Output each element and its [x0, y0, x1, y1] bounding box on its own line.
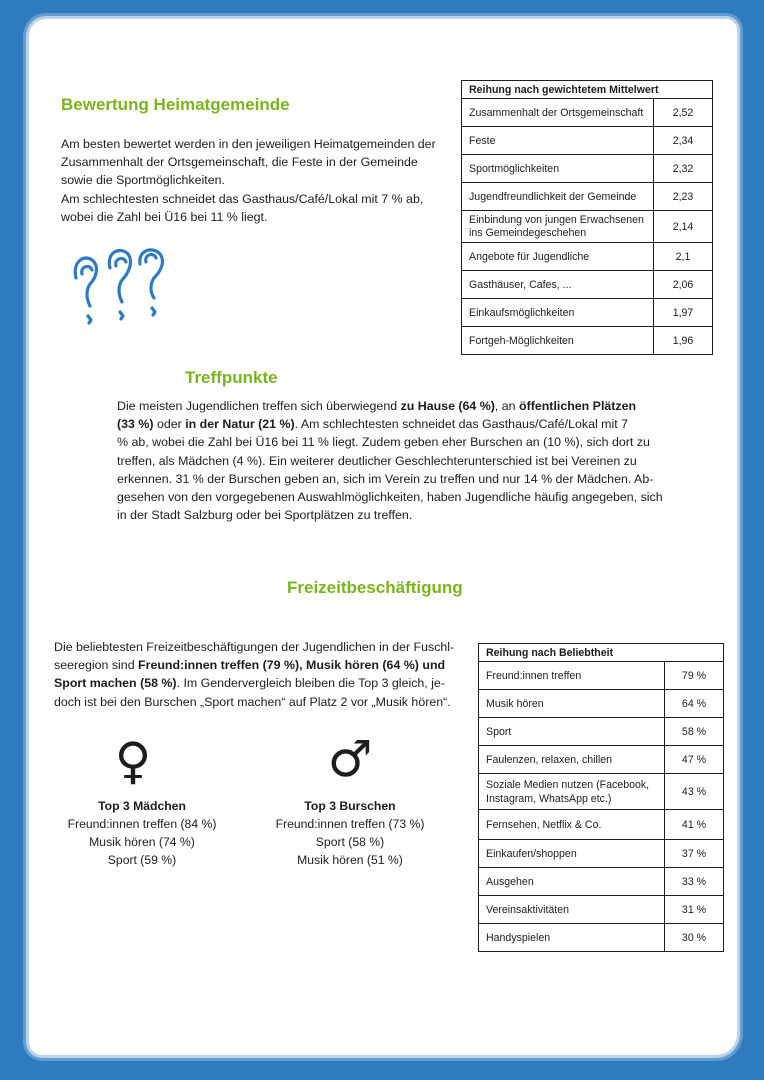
section3-line: doch ist bei den Burschen „Sport machen“ auf Platz 2 vor „Musik hören“.	[54, 694, 451, 709]
section2-text	[117, 397, 677, 524]
table-row	[479, 810, 724, 840]
section2-line: (33 %) oder in der Natur (21 %). Am schlechtesten schneidet das Gasthaus/Café/Lokal mit 7	[117, 417, 629, 432]
section3-line: Die beliebtesten Freizeitbeschäftigungen der Jugendlichen in der Fuschl-	[54, 640, 455, 654]
table-cell-value: 2,1	[654, 243, 713, 271]
section1-line: wobei die Zahl bei Ü16 bei 11 % liegt.	[61, 209, 268, 224]
table-cell-label: Sport	[479, 718, 665, 746]
table-row	[479, 662, 724, 690]
list-item: Sport (58 %)	[315, 835, 385, 849]
section2-line: treffen, als Mädchen (4 %). Ein weiterer deutlicher Geschlechterunterschied ist bei Vereinen zu	[117, 453, 637, 468]
table-cell-label: Feste	[462, 127, 654, 155]
list-item: Sport (59 %)	[107, 853, 177, 867]
table-row	[462, 155, 713, 183]
section3-text	[54, 638, 474, 711]
heading-freizeit: Freizeitbeschäftigung	[287, 578, 463, 597]
section1-line: Am schlechtesten schneidet das Gasthaus/Café/Lokal mit 7 % ab,	[61, 191, 424, 206]
table-cell-value: 30 %	[665, 924, 724, 952]
table-cell-value: 41 %	[665, 810, 724, 840]
ranking-table-popularity	[478, 643, 724, 952]
male-symbol-icon: ♂	[327, 730, 373, 788]
question-marks-icon	[68, 246, 170, 330]
table-cell-label: Fernsehen, Netflix & Co.	[479, 810, 665, 840]
table-cell-value: 2,34	[654, 127, 713, 155]
top3-boys	[260, 797, 440, 869]
table-cell-label: Fortgeh-Möglichkeiten	[462, 327, 654, 355]
top3-boys-title: Top 3 Burschen	[304, 799, 396, 813]
table-cell-label: Einbindung von jungen Erwachsenen ins Gemeindegeschehen	[462, 211, 654, 243]
table-cell-label: Jugendfreundlichkeit der Gemeinde	[462, 183, 654, 211]
female-symbol-icon: ♀	[114, 732, 152, 790]
section2-line: Die meisten Jugendlichen treffen sich überwiegend zu Hause (64 %), an öffentlichen Plätzen	[117, 399, 637, 413]
section3-line: Sport machen (58 %). Im Gendervergleich bleiben die Top 3 gleich, je-	[54, 676, 445, 691]
table-row	[462, 99, 713, 127]
list-item: Musik hören (74 %)	[89, 835, 195, 849]
table-row	[462, 271, 713, 299]
table-cell-label: Gasthäuser, Cafes, ...	[462, 271, 654, 299]
table-cell-value: 79 %	[665, 662, 724, 690]
heading-treffpunkte: Treffpunkte	[185, 368, 278, 387]
section2-line: in der Stadt Salzburg oder bei Sportplätzen zu treffen.	[117, 508, 413, 523]
table-cell-label: Zusammenhalt der Ortsgemeinschaft	[462, 99, 654, 127]
table-header: Reihung nach Beliebtheit	[479, 644, 724, 662]
list-item: Musik hören (51 %)	[297, 853, 403, 867]
table-cell-label: Sportmöglichkeiten	[462, 155, 654, 183]
section1-line: sowie die Sportmöglichkeiten.	[61, 173, 225, 188]
table-header: Reihung nach gewichtetem Mittelwert	[462, 81, 713, 99]
table-row	[462, 327, 713, 355]
section2-line: gesehen von den vorgegebenen Auswahlmöglichkeiten, haben Jugendliche häufig angegeben, sich	[117, 490, 663, 505]
section3-line: seeregion sind Freund:innen treffen (79 %), Musik hören (64 %) und	[54, 658, 446, 673]
table-row	[462, 211, 713, 243]
table-cell-value: 1,96	[654, 327, 713, 355]
table-cell-value: 2,06	[654, 271, 713, 299]
table-cell-label: Ausgehen	[479, 868, 665, 896]
table-row	[479, 690, 724, 718]
ranking-table-mean	[461, 80, 713, 355]
table-cell-value: 1,97	[654, 299, 713, 327]
section2-line: erkennen. 31 % der Burschen geben an, sich im Verein zu treffen und nur 14 % der Mädchen. Ab-	[117, 471, 654, 486]
table-cell-value: 2,52	[654, 99, 713, 127]
section1-line: Am besten bewertet werden in den jeweiligen Heimatgemeinden der	[61, 137, 436, 151]
table-cell-label: Handyspielen	[479, 924, 665, 952]
table-row	[479, 924, 724, 952]
table-cell-label: Freund:innen treffen	[479, 662, 665, 690]
table-cell-label: Angebote für Jugendliche	[462, 243, 654, 271]
table-cell-value: 43 %	[665, 774, 724, 810]
table-cell-value: 64 %	[665, 690, 724, 718]
table-cell-label: Faulenzen, relaxen, chillen	[479, 746, 665, 774]
table-row	[479, 746, 724, 774]
section1-line: Zusammenhalt der Ortsgemeinschaft, die Feste in der Gemeinde	[61, 155, 418, 170]
table-row	[479, 774, 724, 810]
table-cell-label: Vereinsaktivitäten	[479, 896, 665, 924]
table-cell-value: 37 %	[665, 840, 724, 868]
table-row	[479, 718, 724, 746]
table-header-row	[462, 81, 713, 99]
heading-bewertung: Bewertung Heimatgemeinde	[61, 95, 290, 114]
table-cell-label: Soziale Medien nutzen (Facebook, Instagram, WhatsApp etc.)	[479, 774, 665, 810]
table-cell-value: 33 %	[665, 868, 724, 896]
table-cell-label: Musik hören	[479, 690, 665, 718]
table-row	[462, 243, 713, 271]
table-cell-value: 47 %	[665, 746, 724, 774]
table-cell-value: 58 %	[665, 718, 724, 746]
list-item: Freund:innen treffen (73 %)	[275, 817, 425, 831]
top3-girls	[52, 797, 232, 869]
table-cell-label: Einkaufen/shoppen	[479, 840, 665, 868]
section1-text	[61, 135, 461, 226]
table-row	[479, 868, 724, 896]
table-row	[462, 183, 713, 211]
list-item: Freund:innen treffen (84 %)	[67, 817, 217, 831]
table-cell-label: Einkaufsmöglichkeiten	[462, 299, 654, 327]
table-cell-value: 2,14	[654, 211, 713, 243]
table-cell-value: 2,32	[654, 155, 713, 183]
section2-line: % ab, wobei die Zahl bei Ü16 bei 11 % liegt. Zudem geben eher Burschen an (10 %), sich dort zu	[117, 435, 650, 450]
table-header-row	[479, 644, 724, 662]
table-cell-value: 2,23	[654, 183, 713, 211]
table-row	[462, 299, 713, 327]
table-row	[479, 896, 724, 924]
table-cell-value: 31 %	[665, 896, 724, 924]
top3-girls-title: Top 3 Mädchen	[98, 799, 186, 813]
table-row	[479, 840, 724, 868]
table-row	[462, 127, 713, 155]
